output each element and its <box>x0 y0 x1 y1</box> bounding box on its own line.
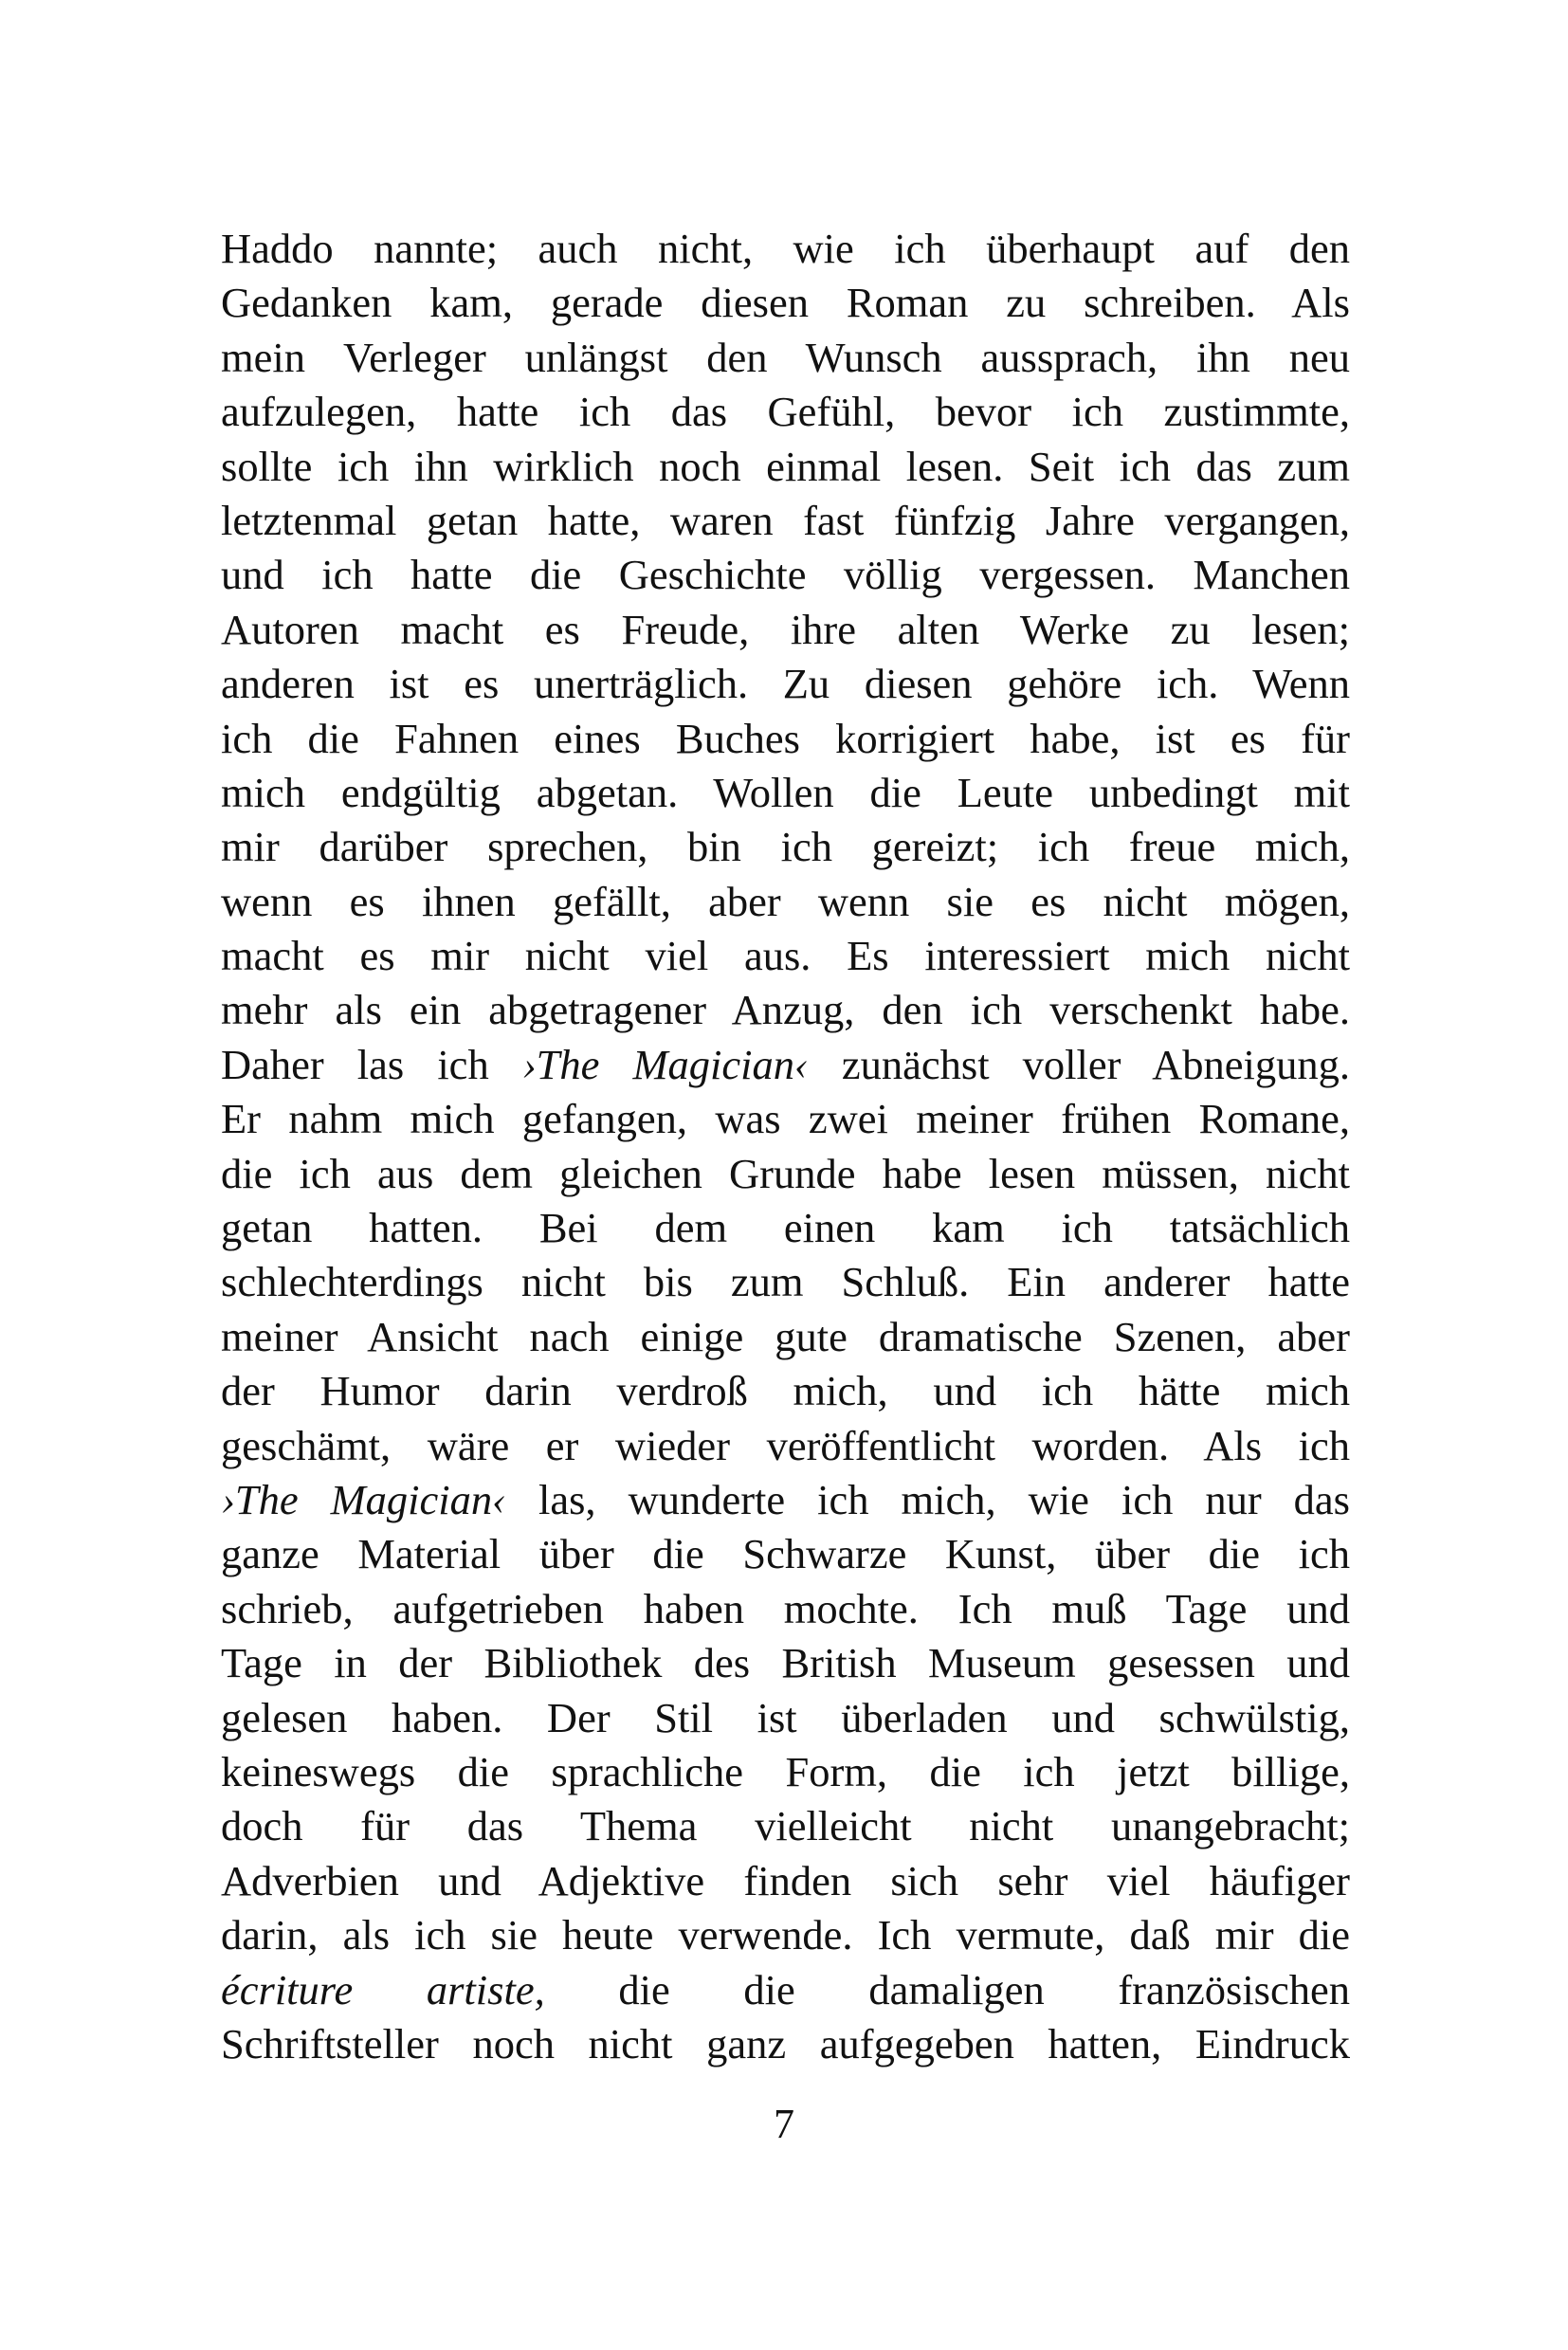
text-line <box>221 1963 1350 2017</box>
text-segment: Daher las ich <box>221 1040 522 1088</box>
text-line: getan hatten. Bei dem einen kam ich tatsächlich <box>221 1204 1350 1252</box>
text-line: anderen ist es unerträglich. Zu diesen gehöre ich. Wenn <box>221 660 1350 708</box>
page-number: 7 <box>774 2101 794 2147</box>
text-line: Tage in der Bibliothek des British Museum gesessen und <box>221 1639 1350 1687</box>
text-line: Adverbien und Adjektive finden sich sehr viel häufiger <box>221 1856 1350 1904</box>
text-line: aufzulegen, hatte ich das Gefühl, bevor ich zustimmte, <box>221 388 1350 436</box>
text-segment: die die damaligen französischen <box>544 1965 1350 2013</box>
book-title-italic: ›The Magician‹ <box>221 1475 506 1523</box>
text-segment: zunächst voller Abneigung. <box>808 1040 1350 1088</box>
text-line: Haddo nannte; auch nicht, wie ich überhaupt auf den <box>221 225 1350 272</box>
book-title-italic: ›The Magician‹ <box>521 1040 809 1088</box>
text-line <box>221 1473 1350 1527</box>
italic-phrase: écriture artiste, <box>221 1965 545 2013</box>
text-line: mir darüber sprechen, bin ich gereizt; ich freue mich, <box>221 823 1350 871</box>
text-line: schlechterdings nicht bis zum Schluß. Ein anderer hatte <box>221 1258 1350 1306</box>
text-line: mich endgültig abgetan. Wollen die Leute unbedingt mit <box>221 768 1350 816</box>
text-line: Schriftsteller noch nicht ganz aufgegeben hatten, Eindruck <box>221 2019 1350 2068</box>
text-line: mehr als ein abgetragener Anzug, den ich verschenkt habe. <box>221 986 1350 1034</box>
text-line: macht es mir nicht viel aus. Es interessiert mich nicht <box>221 932 1350 980</box>
text-line: Er nahm mich gefangen, was zwei meiner frühen Romane, <box>221 1095 1350 1143</box>
body-text <box>221 222 1350 2071</box>
text-line: Gedanken kam, gerade diesen Roman zu schreiben. Als <box>221 279 1350 327</box>
text-line: der Humor darin verdroß mich, und ich hätte mich <box>221 1367 1350 1415</box>
text-line: sollte ich ihn wirklich noch einmal lesen. Seit ich das zum <box>221 442 1350 490</box>
text-line: gelesen haben. Der Stil ist überladen und schwülstig, <box>221 1693 1350 1741</box>
text-line: Autoren macht es Freude, ihre alten Werke zu lesen; <box>221 605 1350 653</box>
text-line: ich die Fahnen eines Buches korrigiert habe, ist es für <box>221 714 1350 762</box>
text-line: darin, als ich sie heute verwende. Ich vermute, daß mir die <box>221 1911 1350 1959</box>
text-line: geschämt, wäre er wieder veröffentlicht worden. Als ich <box>221 1421 1350 1469</box>
text-line: ganze Material über die Schwarze Kunst, über die ich <box>221 1530 1350 1578</box>
text-line: schrieb, aufgetrieben haben mochte. Ich muß Tage und <box>221 1584 1350 1632</box>
text-line: die ich aus dem gleichen Grunde habe lesen müssen, nicht <box>221 1149 1350 1197</box>
text-line: doch für das Thema vielleicht nicht unangebracht; <box>221 1802 1350 1850</box>
text-line: und ich hatte die Geschichte völlig vergessen. Manchen <box>221 551 1350 599</box>
text-line: meiner Ansicht nach einige gute dramatische Szenen, aber <box>221 1312 1350 1360</box>
text-line: letztenmal getan hatte, waren fast fünfzig Jahre vergangen, <box>221 496 1350 544</box>
text-line: mein Verleger unlängst den Wunsch aussprach, ihn neu <box>221 333 1350 381</box>
text-line <box>221 1038 1350 1092</box>
text-segment: las, wunderte ich mich, wie ich nur das <box>505 1475 1350 1523</box>
text-line: wenn es ihnen gefällt, aber wenn sie es nicht mögen, <box>221 877 1350 925</box>
text-line: keineswegs die sprachliche Form, die ich jetzt billige, <box>221 1747 1350 1795</box>
